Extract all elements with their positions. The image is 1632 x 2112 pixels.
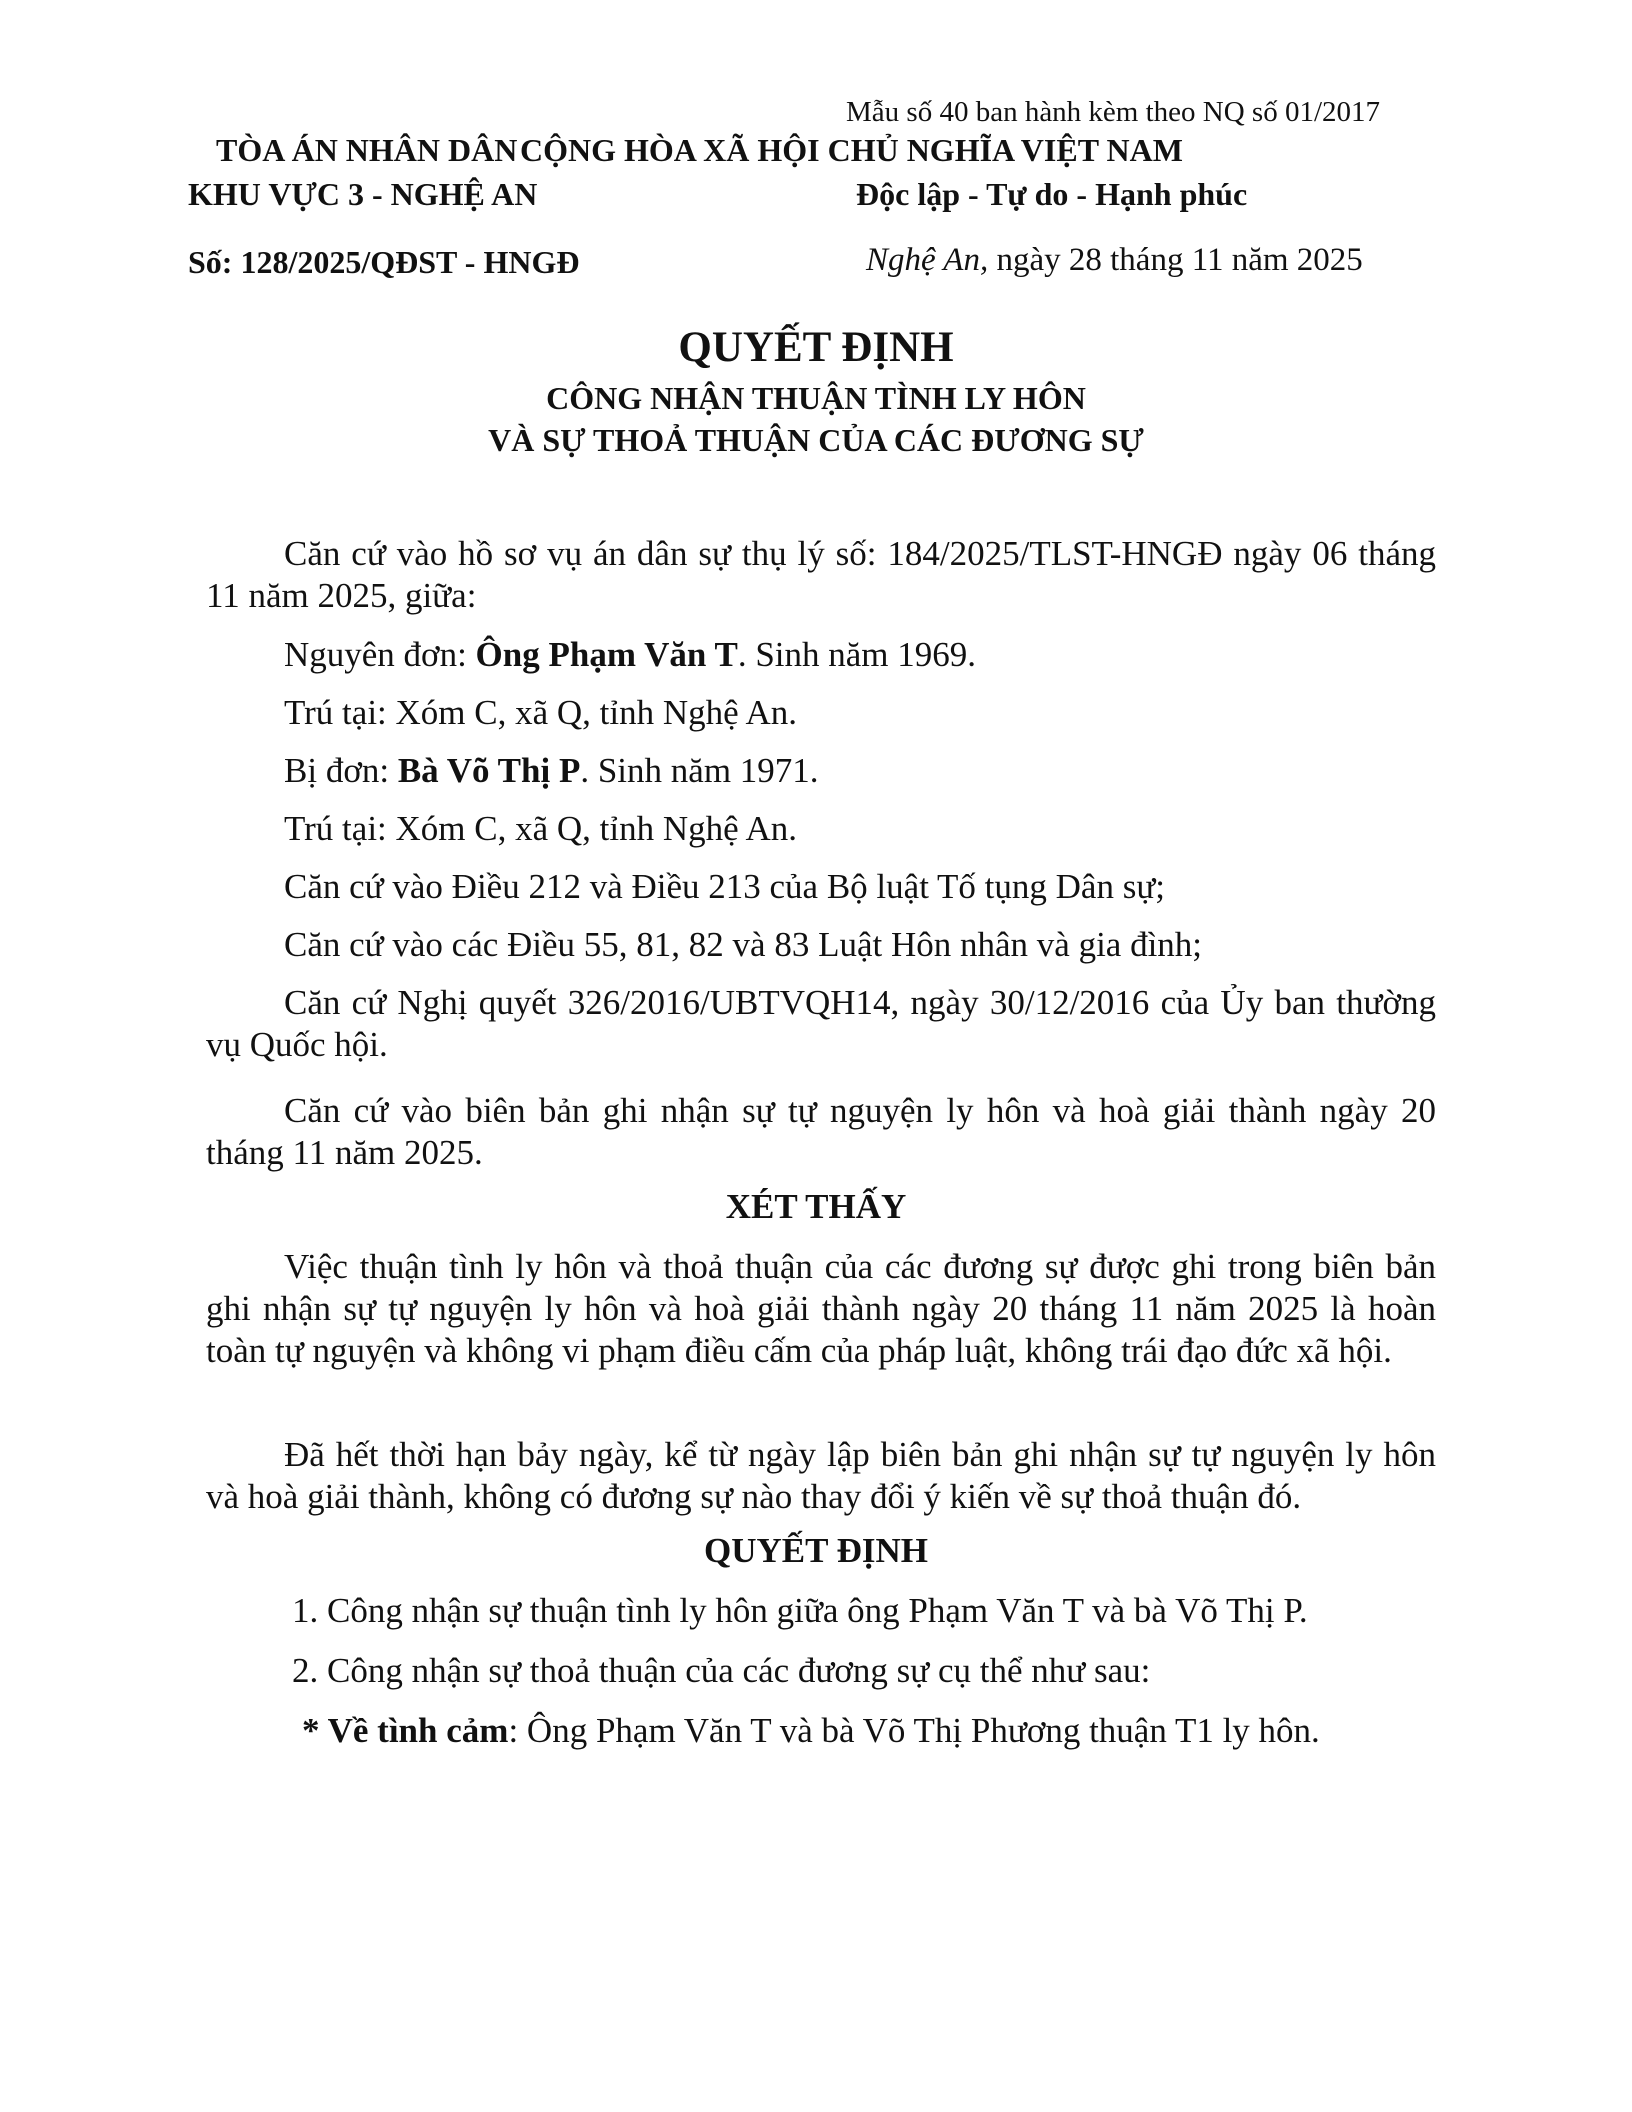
findings-heading: XÉT THẤY [725,1187,907,1226]
defendant-residence: Trú tại: Xóm C, xã Q, tỉnh Nghệ An. [284,809,798,848]
basis-family-law: Căn cứ vào các Điều 55, 81, 82 và 83 Luật Hôn nhân và gia đình; [284,925,1203,964]
court-region: KHU VỰC 3 - NGHỆ AN [188,176,538,212]
defendant-name: Bà Võ Thị P [397,751,581,790]
document-subtitle-1: CÔNG NHẬN THUẬN TÌNH LY HÔN [546,380,1086,416]
basis-civil-procedure: Căn cứ vào Điều 212 và Điều 213 của Bộ luật Tố tụng Dân sự; [284,867,1166,906]
court-name: TÒA ÁN NHÂN DÂN [216,132,518,168]
document-title: QUYẾT ĐỊNH [678,324,954,371]
document-subtitle-2: VÀ SỰ THOẢ THUẬN CỦA CÁC ĐƯƠNG SỰ [488,422,1144,458]
national-motto: Độc lập - Tự do - Hạnh phúc [856,176,1248,212]
place: Nghệ An, [866,242,989,278]
form-note: Mẫu số 40 ban hành kèm theo NQ số 01/2017 [846,96,1381,128]
decision-item-1: 1. Công nhận sự thuận tình ly hôn giữa ông Phạm Văn T và bà Võ Thị P. [292,1591,1308,1630]
defendant-line [284,750,819,792]
date: ngày 28 tháng 11 năm 2025 [988,242,1363,278]
emotion-text: : Ông Phạm Văn T và bà Võ Thị Phương thuận T1 ly hôn. [508,1711,1320,1750]
plaintiff-residence: Trú tại: Xóm C, xã Q, tỉnh Nghệ An. [284,693,798,732]
decision-heading: QUYẾT ĐỊNH [704,1531,928,1570]
defendant-label: Bị đơn: [284,751,398,790]
place-date [866,240,1363,280]
basis-minutes: Căn cứ vào biên bản ghi nhận sự tự nguyện ly hôn và hoà giải thành ngày 20 tháng 11 năm 2025. [206,1091,1436,1172]
defendant-birth: . Sinh năm 1971. [580,751,819,790]
plaintiff-line [284,634,976,676]
plaintiff-birth: . Sinh năm 1969. [737,635,977,674]
plaintiff-label: Nguyên đơn: [284,635,476,674]
plaintiff-name: Ông Phạm Văn T [475,635,738,674]
findings-paragraph-2: Đã hết thời hạn bảy ngày, kể từ ngày lập biên bản ghi nhận sự tự nguyện ly hôn và hoà giải thành, không có đương sự nào thay đổi ý kiến về sự thoả thuận đó. [206,1435,1436,1516]
national-title: CỘNG HÒA XÃ HỘI CHỦ NGHĨA VIỆT NAM [520,132,1183,168]
findings-paragraph-1: Việc thuận tình ly hôn và thoả thuận của các đương sự được ghi trong biên bản ghi nhận sự tự nguyện ly hôn và hoà giải thành ngày 20 tháng 11 năm 2025 là hoàn toàn tự nguyện và không vi phạm điều cấm của pháp luật, không trái đạo đức xã hội. [206,1247,1436,1370]
decision-emotion [302,1710,1320,1752]
emotion-label: * Về tình cảm [302,1711,509,1750]
basis-case-file: Căn cứ vào hồ sơ vụ án dân sự thụ lý số: 184/2025/TLST-HNGĐ ngày 06 tháng 11 năm 2025, giữa: [206,534,1436,615]
decision-item-2: 2. Công nhận sự thoả thuận của các đương sự cụ thể như sau: [292,1651,1151,1690]
decision-number: Số: 128/2025/QĐST - HNGĐ [188,244,580,280]
basis-resolution: Căn cứ Nghị quyết 326/2016/UBTVQH14, ngày 30/12/2016 của Ủy ban thường vụ Quốc hội. [206,983,1436,1064]
